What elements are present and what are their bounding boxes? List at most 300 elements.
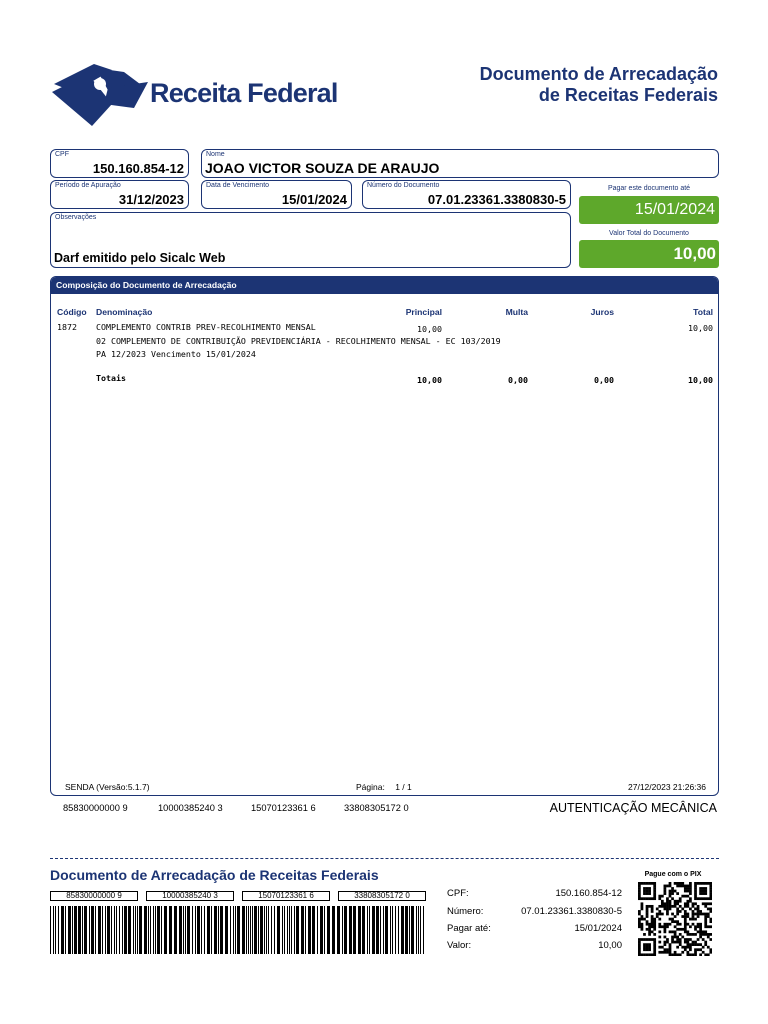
qr-module [699,882,702,885]
qr-module [689,900,692,903]
qr-module [699,930,702,933]
barcode-bar [137,906,138,954]
barcode-bar [349,906,352,954]
qr-module [692,910,695,913]
row-denominacao-line2: 02 COMPLEMENTO DE CONTRIBUIÇÃO PREVIDENCIÁRIA - RECOLHIMENTO MENSAL - EC 103/2019 [96,336,501,346]
col-total: Total [693,307,713,317]
qr-module [638,941,641,944]
qr-module [674,953,677,956]
qr-module [646,913,649,916]
qr-module [684,941,687,944]
qr-module [638,892,641,895]
stub-barcode-field-1: 85830000000 9 [50,891,138,901]
barcode-bar [98,906,101,954]
qr-module [651,925,654,928]
qr-module [686,953,689,956]
qr-module [692,918,695,921]
qr-module [694,953,697,956]
qr-module [684,925,687,928]
qr-module [653,892,656,895]
qr-module [709,887,712,890]
qr-module [674,920,677,923]
barcode-bar [246,906,247,954]
qr-module [709,882,712,885]
qr-module [689,938,692,941]
qr-module [664,930,667,933]
totais-total: 10,00 [688,375,713,385]
qr-module [684,895,687,898]
row-total: 10,00 [688,323,713,333]
qr-module [679,900,682,903]
qr-module [686,943,689,946]
qr-module [684,938,687,941]
qr-module [638,923,641,926]
qr-module [666,885,669,888]
barcode-bar [358,906,361,954]
qr-module [648,923,651,926]
barcode-bar [50,906,51,954]
barcode-bar [135,906,136,954]
qr-module [658,910,661,913]
qr-module [651,882,654,885]
qr-module [676,908,679,911]
col-principal: Principal [405,307,442,317]
qr-module [641,908,644,911]
qr-module [704,897,707,900]
barcode-bar [105,906,106,954]
qr-module [699,953,702,956]
qr-module [651,930,654,933]
qr-module [664,905,667,908]
nome-label: Nome [206,151,225,158]
qr-module [653,920,656,923]
qr-module [704,918,707,921]
qr-module [646,897,649,900]
qr-module [689,882,692,885]
qr-module [679,953,682,956]
qr-module [697,938,700,941]
numero-field [362,180,571,209]
barcode-bar [124,906,127,954]
barcode-bar [139,906,142,954]
qr-module [674,915,677,918]
qr-module [638,943,641,946]
qr-module [707,946,710,949]
qr-module [658,918,661,921]
qr-module [686,938,689,941]
qr-module [664,948,667,951]
qr-module [648,928,651,931]
qr-module [638,918,641,921]
qr-module [664,928,667,931]
qr-module [638,925,641,928]
qr-module [643,887,646,890]
qr-module [676,938,679,941]
qr-module [709,918,712,921]
stub-numero-value: 07.01.23361.3380830-5 [521,906,622,917]
qr-module [669,946,672,949]
qr-module [699,892,702,895]
qr-module [661,925,664,928]
qr-module [704,953,707,956]
qr-module [689,925,692,928]
qr-module [694,948,697,951]
vencimento-label: Data de Vencimento [206,182,270,189]
qr-module [679,923,682,926]
qr-module [653,918,656,921]
qr-module [658,913,661,916]
barcode-bar [153,906,154,954]
qr-module [704,943,707,946]
qr-module [664,908,667,911]
qr-module [697,923,700,926]
page-value: 1 / 1 [395,782,412,792]
qr-module [638,920,641,923]
qr-module [689,933,692,936]
qr-module [656,913,659,916]
row-principal: 10,00 [417,324,442,334]
qr-module [648,948,651,951]
qr-module [653,923,656,926]
qr-module [676,953,679,956]
qr-module [681,928,684,931]
qr-module [679,910,682,913]
barcode-bar [372,906,375,954]
qr-module [661,895,664,898]
qr-module [699,910,702,913]
qr-module [694,887,697,890]
barcode-bar [195,906,196,954]
qr-module [646,905,649,908]
qr-module [709,920,712,923]
payment-barcode [50,906,426,954]
barcode-bar [133,906,134,954]
qr-module [666,902,669,905]
qr-module [646,938,649,941]
qr-module [653,943,656,946]
qr-module [704,915,707,918]
qr-module [702,887,705,890]
qr-module [686,951,689,954]
qr-module [697,930,700,933]
qr-module [709,908,712,911]
qr-module [684,946,687,949]
qr-module [648,887,651,890]
qr-module [658,946,661,949]
qr-module [684,948,687,951]
barcode-bar [102,906,103,954]
qr-module [674,890,677,893]
qr-module [702,902,705,905]
qr-module [646,915,649,918]
qr-module [664,902,667,905]
qr-module [656,915,659,918]
qr-module [666,900,669,903]
cpf-field [50,149,189,178]
qr-module [638,895,641,898]
barcode-bar [119,906,120,954]
qr-module [641,953,644,956]
qr-module [648,905,651,908]
qr-module [684,902,687,905]
qr-module [638,897,641,900]
qr-module [641,938,644,941]
qr-module [684,913,687,916]
qr-module [641,918,644,921]
qr-module [669,948,672,951]
qr-module [707,897,710,900]
barcode-bar [207,906,210,954]
qr-module [643,948,646,951]
pix-label: Pague com o PIX [644,871,702,878]
qr-module [669,923,672,926]
qr-module [643,882,646,885]
qr-module [669,890,672,893]
qr-module [689,897,692,900]
stub-barcode-field-2: 10000385240 3 [146,891,234,901]
barcode-bar [320,906,323,954]
barcode-bar [383,906,384,954]
qr-module [648,897,651,900]
barcode-bar [317,906,318,954]
qr-module [666,905,669,908]
qr-module [684,910,687,913]
qr-module [656,908,659,911]
qr-module [684,890,687,893]
qr-module [679,905,682,908]
qr-module [641,905,644,908]
emission-timestamp: 27/12/2023 21:26:36 [628,782,706,792]
qr-module [707,913,710,916]
qr-module [671,892,674,895]
periodo-label: Período de Apuração [55,182,121,189]
qr-module [674,951,677,954]
qr-module [694,892,697,895]
qr-module [646,948,649,951]
qr-module [704,890,707,893]
qr-module [648,943,651,946]
numero-label: Número do Documento [367,182,440,189]
qr-module [646,923,649,926]
barcode-bar [242,906,245,954]
barcode-bar [150,906,151,954]
qr-module [707,936,710,939]
qr-module [651,923,654,926]
qr-module [651,920,654,923]
qr-module [653,946,656,949]
stub-barcode-field-4: 33808305172 0 [338,891,426,901]
qr-module [674,900,677,903]
qr-module [669,892,672,895]
qr-module [676,936,679,939]
qr-module [648,953,651,956]
qr-module [709,885,712,888]
qr-module [686,887,689,890]
barcode-bar [84,906,87,954]
receita-federal-emblem-icon [52,64,150,126]
qr-module [641,882,644,885]
barcode-bar [252,906,253,954]
qr-module [699,928,702,931]
stub-pagar-value: 15/01/2024 [574,923,622,934]
barcode-bar [258,906,259,954]
valor-total-label: Valor Total do Documento [609,230,689,237]
qr-module [643,943,646,946]
qr-module [658,905,661,908]
qr-module [709,938,712,941]
qr-module [689,948,692,951]
barcode-bar [107,906,110,954]
qr-module [697,913,700,916]
qr-module [694,918,697,921]
qr-module [669,951,672,954]
row-denominacao-line3: PA 12/2023 Vencimento 15/01/2024 [96,349,256,359]
qr-module [694,933,697,936]
barcode-bar [271,906,272,954]
qr-module [666,910,669,913]
qr-module [669,900,672,903]
qr-module [646,943,649,946]
barcode-bar [230,906,231,954]
qr-module [689,946,692,949]
qr-module [704,923,707,926]
barcode-bar [266,906,267,954]
qr-module [686,946,689,949]
qr-module [653,882,656,885]
stub-barcode-field-3: 15070123361 6 [242,891,330,901]
qr-module [697,943,700,946]
qr-module [651,910,654,913]
barcode-bar [68,906,71,954]
qr-module [651,918,654,921]
qr-module [651,905,654,908]
qr-module [692,913,695,916]
qr-module [704,933,707,936]
qr-module [653,887,656,890]
pagar-ate-value: 15/01/2024 [634,201,715,218]
barcode-bar [260,906,263,954]
qr-module [653,928,656,931]
qr-module [669,908,672,911]
qr-module [686,895,689,898]
receita-federal-logo [52,64,338,126]
barcode-bar [55,906,56,954]
qr-module [699,887,702,890]
qr-module [694,885,697,888]
qr-module [674,902,677,905]
barcode-bar [423,906,424,954]
barcode-bar [197,906,200,954]
qr-module [664,941,667,944]
qr-module [666,908,669,911]
barcode-bar [284,906,285,954]
qr-module [692,923,695,926]
qr-module [707,882,710,885]
qr-module [658,895,661,898]
qr-module [676,892,679,895]
barcode-bar [274,906,275,954]
barcode-bar [289,906,290,954]
qr-module [684,923,687,926]
qr-module [653,951,656,954]
qr-module [699,897,702,900]
qr-module [671,890,674,893]
qr-module [709,925,712,928]
stub-title: Documento de Arrecadação de Receitas Federais [50,867,379,883]
qr-module [699,936,702,939]
qr-module [699,948,702,951]
barcode-bar [95,906,96,954]
linha-field-2: 10000385240 3 [158,803,223,813]
barcode-bar [179,906,182,954]
composicao-title: Composição do Documento de Arrecadação [56,280,237,290]
qr-module [679,928,682,931]
qr-module [653,897,656,900]
qr-module [676,882,679,885]
cut-line [50,858,719,859]
qr-module [689,953,692,956]
qr-module [709,902,712,905]
qr-module [671,936,674,939]
qr-module [638,910,641,913]
qr-module [646,928,649,931]
barcode-bar [353,906,356,954]
qr-module [704,892,707,895]
qr-module [704,930,707,933]
col-juros: Juros [590,307,614,317]
barcode-bar [161,906,162,954]
barcode-bar [296,906,299,954]
qr-module [689,892,692,895]
qr-module [671,941,674,944]
barcode-bar [164,906,167,954]
barcode-bar [155,906,156,954]
qr-module [653,895,656,898]
barcode-bar [218,906,219,954]
qr-module [676,910,679,913]
qr-module [671,920,674,923]
qr-module [707,915,710,918]
qr-module [643,933,646,936]
qr-module [692,933,695,936]
qr-module [646,953,649,956]
qr-module [679,882,682,885]
qr-module [669,953,672,956]
qr-module [638,913,641,916]
barcode-bar [294,906,295,954]
barcode-bar [376,906,379,954]
nome-value: JOAO VICTOR SOUZA DE ARAUJO [205,160,440,176]
barcode-bar [74,906,77,954]
barcode-bar [301,906,304,954]
qr-module [676,941,679,944]
pagar-ate-box [579,196,719,224]
barcode-bar [362,906,365,954]
qr-module [648,892,651,895]
barcode-bar [235,906,236,954]
qr-module [679,941,682,944]
qr-module [676,900,679,903]
qr-module [661,900,664,903]
barcode-bar [214,906,217,954]
qr-module [697,948,700,951]
qr-module [686,900,689,903]
qr-module [641,928,644,931]
qr-module [699,923,702,926]
qr-module [702,946,705,949]
qr-module [651,938,654,941]
qr-module [669,902,672,905]
